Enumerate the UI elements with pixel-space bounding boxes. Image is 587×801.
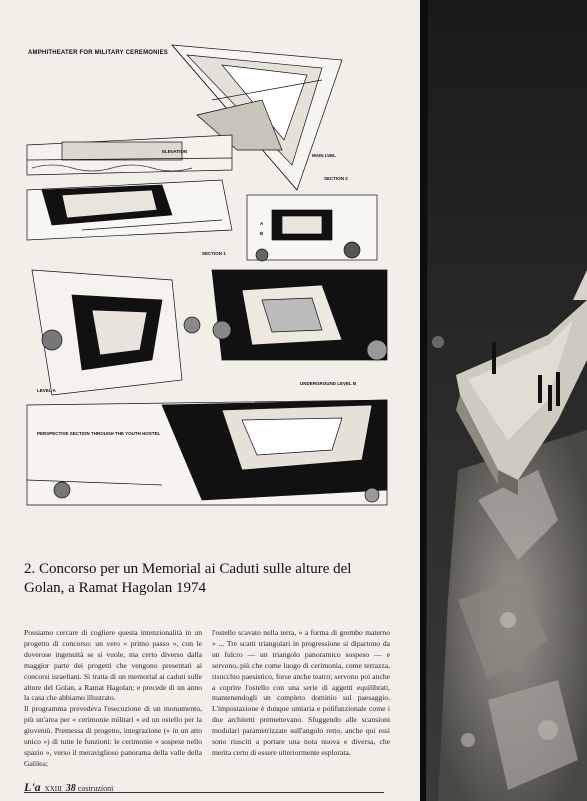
section-name: costruzioni <box>77 784 114 793</box>
issue-number: XXIII <box>44 785 62 793</box>
paragraph: Possiamo cercare di cogliere questa intenzionalità in un progetto di concorso: un vero « primo passo », con le doverose ingenuità se si vuole, ma certo diverso dalla maggior parte dei progetti che vengono presentati ai concorsi israeliani. Si tratta di un memorial ai caduti sulle alture del Golan, a Ramat Hagolan; e precede di un anno la casa che abbiamo illustrato. <box>24 628 202 703</box>
page-number: 38 <box>65 783 76 794</box>
label-b: B <box>260 231 264 236</box>
label-underground-level-b: UNDERGROUND LEVEL B <box>300 381 357 386</box>
section-1-drawing <box>27 180 232 240</box>
page-footer <box>24 778 384 792</box>
label-section-2: SECTION 2 <box>324 176 348 181</box>
model-photograph <box>398 0 587 801</box>
figure-caption: AMPHITHEATER FOR MILITARY CEREMONIES <box>28 50 168 56</box>
section-2-drawing <box>247 195 377 261</box>
footer-rule <box>24 792 384 793</box>
label-main-level: MAIN LVEL <box>312 153 336 158</box>
underground-level-b-plan <box>212 270 387 360</box>
magazine-logo: L'a <box>24 780 41 794</box>
paragraph: Il programma prevedeva l'esecuzione di un monumento, più un'area per « cerimonie militari » ed un ostello per la gioventù. Premessa di progetto, integrazione (« in un atto unico ») di tutte le funzioni: le cerimonie « sospese nello spazio », verso il meraviglioso panorama della valle della Galilea; <box>24 704 202 768</box>
text-column-1 <box>24 628 202 770</box>
label-perspective-section: PERSPECTIVE SECTION THROUGH THE YOUTH HOSTEL <box>37 431 161 436</box>
paragraph: l'ostello scavato nella terra, « a forma di grembo materno » ... Tre scatti triangolari in progressione si dipartono da un fulcro — un triangolo panoramico sospeso — e servono, più che come luogo di cerimonia, come terrazza, risucchio paesistico, forse anche teatro; servono poi anche a coprire l'ostello con una serie di aggetti equilibrati, mantenendogli un completo dominio sul paesaggio. L'impostazione è dunque unitaria e polifunzionale come i due architetti premettevano. Sfuggendo alle scansioni modulari parametrizzate sull'angolo retto, anche qui essi sono riusciti a portare una nota nuova e diversa, che merita certo di essere ulteriormente esplorata. <box>212 628 390 757</box>
architectural-drawings <box>22 40 390 510</box>
perspective-section <box>27 400 387 505</box>
label-level-a: LEVEL A <box>37 388 56 393</box>
label-a: A <box>260 221 264 226</box>
label-section-1: SECTION 1 <box>202 251 226 256</box>
article-title: 2. Concorso per un Memorial ai Caduti sulle alture del Golan, a Ramat Hagolan 1974 <box>24 561 352 596</box>
level-a-plan <box>32 270 200 395</box>
label-elevation: ELEVATION <box>162 149 188 154</box>
text-column-2 <box>212 628 390 759</box>
elevation-drawing <box>27 135 232 175</box>
